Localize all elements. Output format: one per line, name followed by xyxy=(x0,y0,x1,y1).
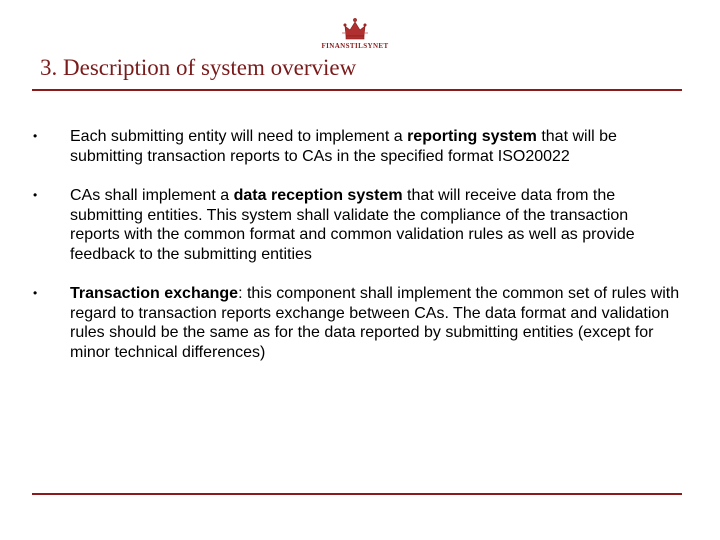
bullet-item-reporting-system xyxy=(0,127,720,166)
bullet-item-data-reception-system xyxy=(0,186,720,264)
bullet-text-post: : this component shall implement the common set of rules with regard to transaction reports exchange between CAs. The data format and validation rules should be the same as for the data reported by submitting entities (except for minor technical differences) xyxy=(70,285,680,361)
crown-icon xyxy=(342,16,368,42)
bullet-text-bold: data reception system xyxy=(233,187,403,204)
title-divider xyxy=(32,89,682,91)
bullet-dot: • xyxy=(33,129,38,143)
logo-text: FINANSTILSYNET xyxy=(321,42,389,50)
page-title: 3. Description of system overview xyxy=(40,55,357,80)
bullet-text-pre: CAs shall implement a xyxy=(70,187,234,204)
logo xyxy=(312,16,398,54)
bullet-dot: • xyxy=(33,286,38,300)
footer-divider xyxy=(32,493,682,495)
bullet-text-bold: Transaction exchange xyxy=(70,285,239,302)
bullet-item-transaction-exchange xyxy=(0,284,720,362)
bullet-text-post: that will receive data from the submitting entities. This system shall validate the compliance of the transaction reports with the common format and common validation rules as well as provide feedback to the submitting entities xyxy=(70,187,635,263)
bullet-list xyxy=(0,127,720,382)
bullet-text-pre: Each submitting entity will need to implement a xyxy=(70,128,408,145)
bullet-dot: • xyxy=(33,188,38,202)
bullet-text-post: that will be submitting transaction reports to CAs in the specified format ISO20022 xyxy=(70,128,617,165)
bullet-text-bold: reporting system xyxy=(407,128,537,145)
